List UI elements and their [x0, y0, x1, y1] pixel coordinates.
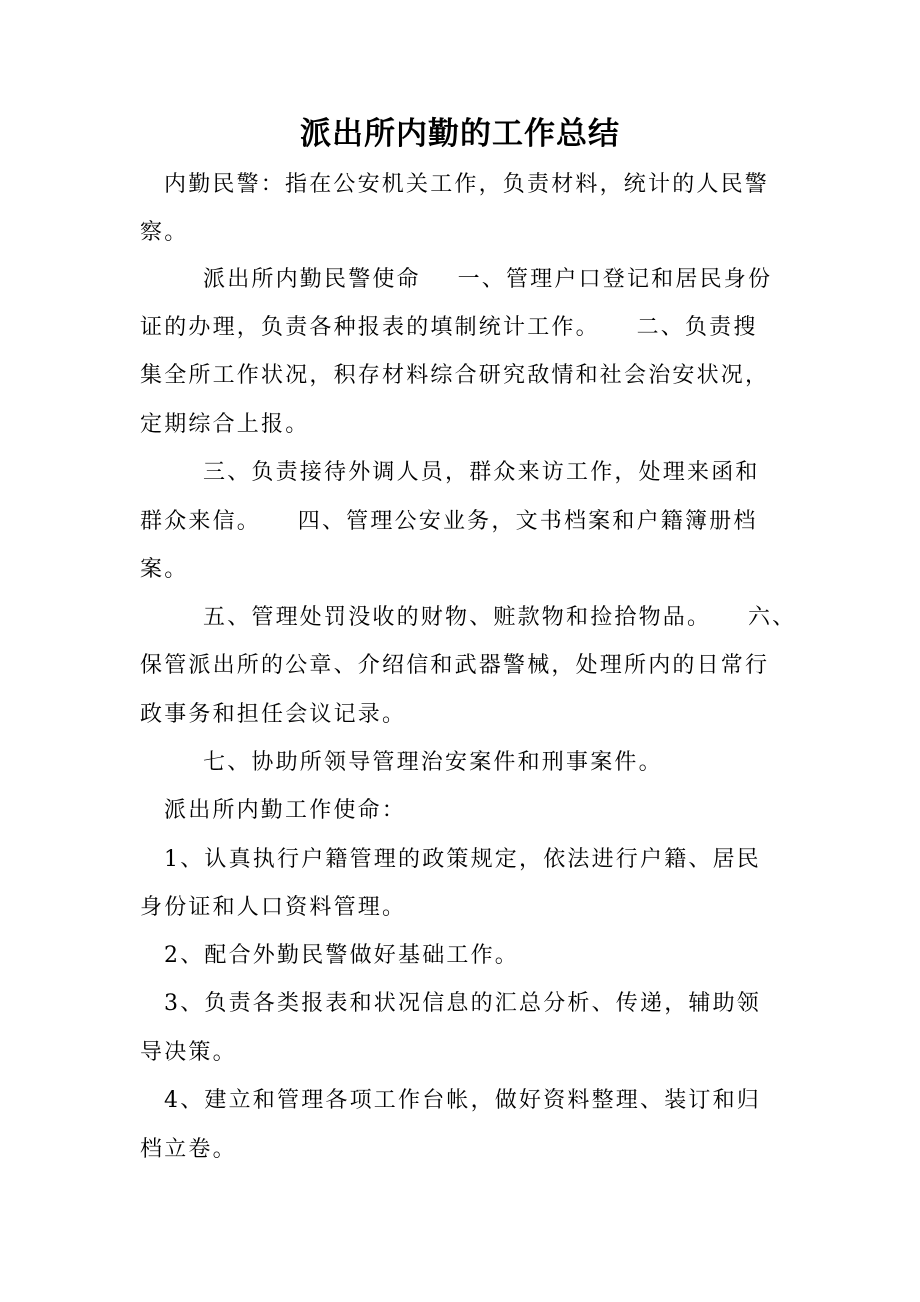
text-line: 察。 [140, 220, 189, 245]
text-line: 内勤民警：指在公安机关工作，负责材料，统计的人民警 [164, 172, 770, 197]
text-line: 三、负责接待外调人员，群众来访工作，处理来函和 [203, 460, 760, 485]
text-line: 身份证和人口资料管理。 [140, 895, 407, 920]
text-line: 3、负责各类报表和状况信息的汇总分析、传递，辅助领 [164, 991, 761, 1016]
text-line: 定期综合上报。 [140, 412, 310, 437]
text-line: 案。 [140, 557, 189, 582]
text-line: 导决策。 [140, 1040, 237, 1065]
text-line: 五、管理处罚没收的财物、赃款物和捡拾物品。 六、 [203, 605, 797, 630]
text-line: 派出所内勤工作使命： [164, 798, 407, 823]
text-line: 证的办理，负责各种报表的填制统计工作。 二、负责搜 [140, 315, 758, 340]
text-line: 4、建立和管理各项工作台帐，做好资料整理、装订和归 [164, 1088, 761, 1113]
text-line: 保管派出所的公章、介绍信和武器警械，处理所内的日常行 [140, 653, 770, 678]
document-title: 派出所内勤的工作总结 [300, 116, 620, 152]
text-line: 档立卷。 [140, 1137, 237, 1162]
text-line: 政事务和担任会议记录。 [140, 702, 407, 727]
text-line: 七、协助所领导管理治安案件和刑事案件。 [203, 750, 663, 775]
text-line: 派出所内勤民警使命 一、管理户口登记和居民身份 [203, 267, 773, 292]
text-line: 2、配合外勤民警做好基础工作。 [164, 943, 519, 968]
text-line: 群众来信。 四、管理公安业务，文书档案和户籍簿册档 [140, 509, 758, 534]
text-line: 集全所工作状况，积存材料综合研究敌情和社会治安状况， [140, 363, 770, 388]
text-line: 1、认真执行户籍管理的政策规定，依法进行户籍、居民 [164, 847, 761, 872]
